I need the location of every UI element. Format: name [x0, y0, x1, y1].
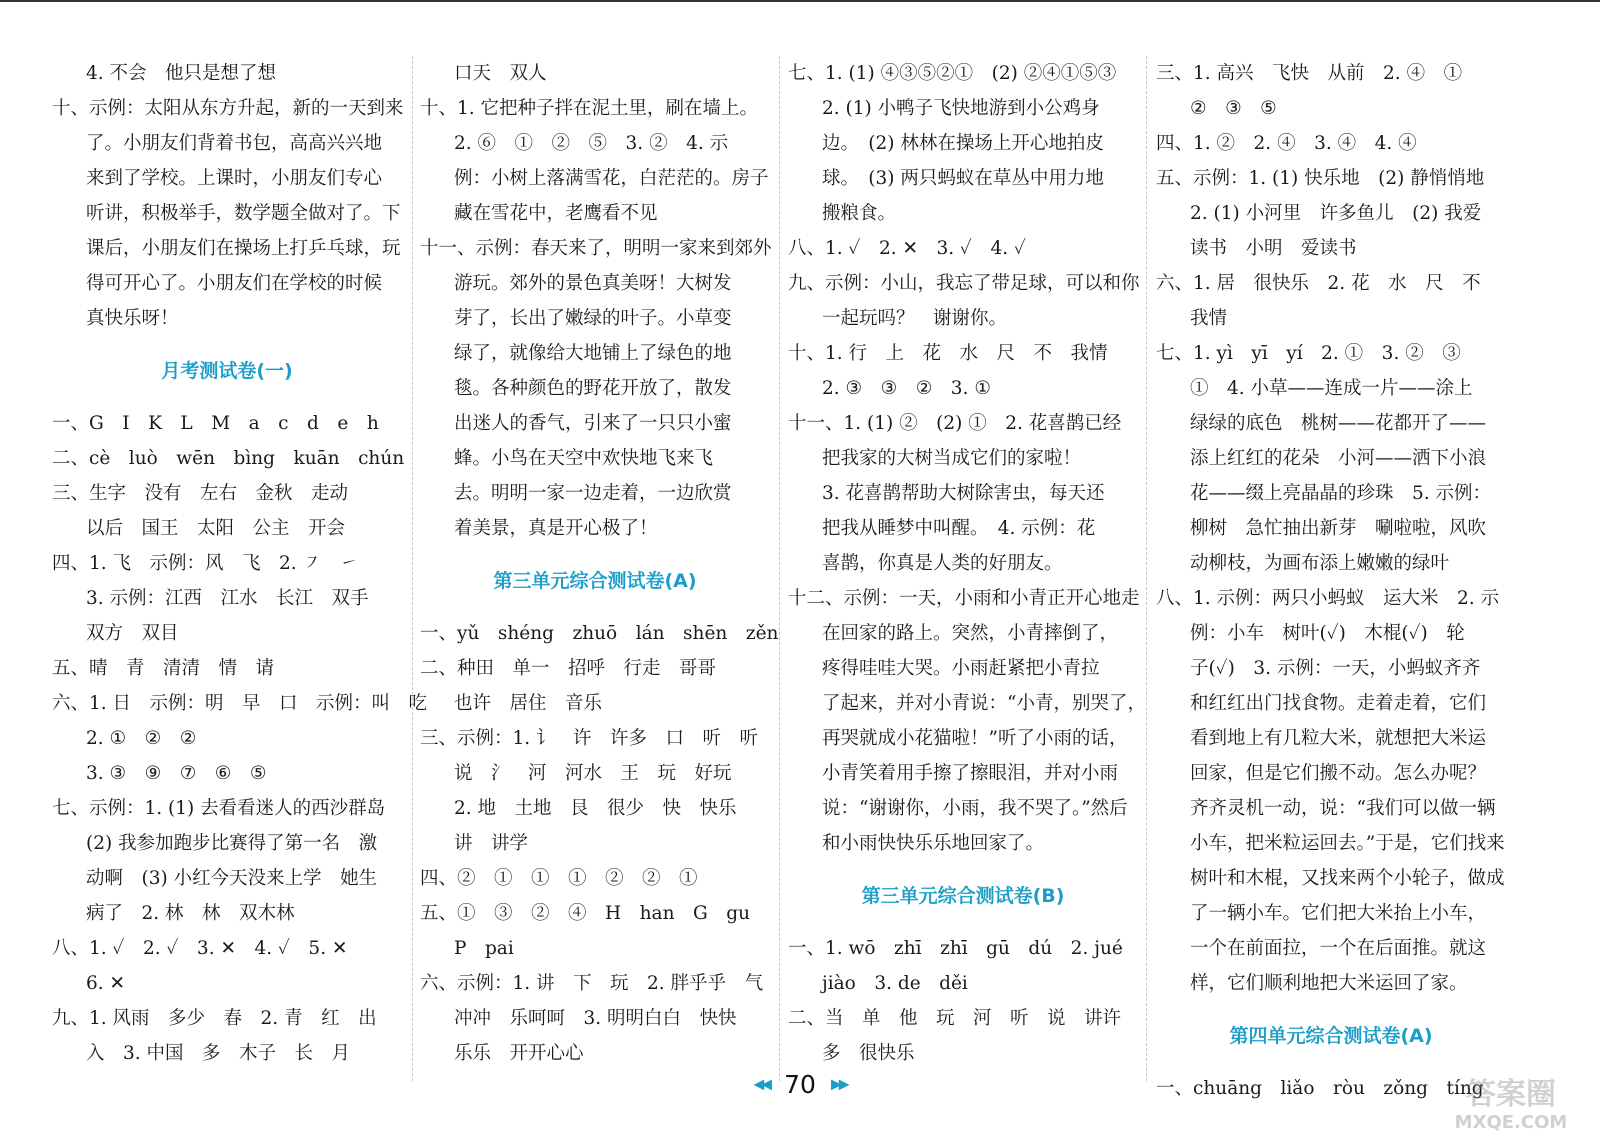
answer-line: 真快乐呀！ — [86, 308, 179, 329]
answer-line: 四、1. ② 2. ④ 3. ④ 4. ④ — [1156, 133, 1417, 154]
answer-line: 一、G I K L M a c d e h — [52, 413, 379, 434]
answer-line: 六、示例：1. 讲 下 玩 2. 胖乎乎 气 — [420, 973, 764, 994]
answer-line: 芽了，长出了嫩绿的叶子。小草变 — [454, 308, 732, 329]
answer-line: 疼得哇哇大哭。小雨赶紧把小青拉 — [822, 658, 1100, 679]
answer-line: 动柳枝，为画布添上嫩嫩的绿叶 — [1190, 553, 1450, 574]
answer-line: 读书 小明 爱读书 — [1190, 238, 1357, 259]
answer-line: 出迷人的香气，引来了一只只小蜜 — [454, 413, 732, 434]
watermark-url: MXQE.COM — [1454, 1112, 1568, 1133]
section-heading: 第三单元综合测试卷(A) — [493, 570, 697, 592]
answer-line: 边。 (2) 林林在操场上开心地拍皮 — [822, 133, 1104, 154]
answer-column-4 — [1156, 56, 1506, 1099]
answer-line: 三、1. 高兴 飞快 从前 2. ④ ① — [1156, 63, 1463, 84]
answer-line: 一起玩吗？ 谢谢你。 — [822, 308, 1008, 329]
answer-line: 四、② ① ① ① ② ② ① — [420, 868, 698, 889]
answer-line: 2. 地 土地 艮 很少 快 快乐 — [454, 798, 737, 819]
answer-line: 2. ⑥ ① ② ⑤ 3. ② 4. 示 — [454, 133, 729, 154]
watermark-logo — [1436, 1078, 1586, 1138]
answer-line: 3. 示例：江西 江水 长江 双手 — [86, 588, 369, 609]
answer-line: 多 很快乐 — [822, 1043, 915, 1064]
answer-line: 样，它们顺利地把大米运回了家。 — [1190, 973, 1468, 994]
answer-line: 说 氵 河 河水 王 玩 好玩 — [454, 763, 732, 784]
watermark-title: 答案圈 — [1466, 1077, 1556, 1112]
answer-line: 藏在雪花中，老鹰看不见 — [454, 203, 658, 224]
answer-line: 在回家的路上。突然，小青摔倒了， — [822, 623, 1119, 644]
answer-line: 再哭就成小花猫啦！”听了小雨的话， — [822, 728, 1128, 749]
answer-line: 添上红红的花朵 小河——洒下小浪 — [1190, 448, 1487, 469]
next-arrows-icon: ▶▶ — [831, 1076, 847, 1093]
answer-line: 和小雨快快乐乐地回家了。 — [822, 833, 1045, 854]
answer-line: 一、1. wō zhī zhī gū dú 2. jué — [788, 938, 1123, 959]
answer-line: 看到地上有几粒大米，就想把大米运 — [1190, 728, 1487, 749]
answer-line: 冲冲 乐呵呵 3. 明明白白 快快 — [454, 1008, 737, 1029]
answer-line: 二、cè luò wēn bìng kuān chún — [52, 448, 405, 469]
answer-line: 十、1. 它把种子拌在泥土里，刷在墙上。 — [420, 98, 759, 119]
answer-line: 说：“谢谢你，小雨，我不哭了。”然后 — [822, 798, 1128, 819]
answer-line: 十、示例：太阳从东方升起，新的一天到来 — [52, 98, 404, 119]
answer-line: 二、当 单 他 玩 河 听 说 讲许 — [788, 1008, 1122, 1029]
answer-line: 五、① ③ ② ④ H han G gu — [420, 903, 751, 924]
answer-line: 五、晴 青 清清 情 请 — [52, 658, 275, 679]
section-heading: 月考测试卷(一) — [161, 360, 293, 382]
answer-line: 球。 (3) 两只蚂蚁在草丛中用力地 — [822, 168, 1104, 189]
answer-line: 花——缀上亮晶晶的珍珠 5. 示例： — [1190, 483, 1492, 504]
answer-line: 3. 花喜鹊帮助大树除害虫，每天还 — [822, 483, 1105, 504]
answer-line: 七、示例：1. (1) 去看看迷人的西沙群岛 — [52, 798, 386, 819]
answer-line: 乐乐 开开心心 — [454, 1043, 584, 1064]
answer-line: 蜂。小鸟在天空中欢快地飞来飞 — [454, 448, 714, 469]
answer-line: 六、1. 居 很快乐 2. 花 水 尺 不 — [1156, 273, 1481, 294]
answer-line: 课后，小朋友们在操场上打乒乓球，玩 — [86, 238, 401, 259]
answer-line: 游玩。郊外的景色真美呀！大树发 — [454, 273, 732, 294]
answer-line: 柳树 急忙抽出新芽 唰啦啦，风吹 — [1190, 518, 1487, 539]
column-divider — [412, 56, 413, 1081]
answer-line: 六、1. 日 示例：明 早 口 示例：叫 吃 — [52, 693, 428, 714]
answer-line: 2. ③ ③ ② 3. ① — [822, 378, 991, 399]
answer-line: 喜鹊，你真是人类的好朋友。 — [822, 553, 1063, 574]
answer-line: 七、1. yì yī yí 2. ① 3. ② ③ — [1156, 343, 1461, 364]
answer-line: 绿绿的底色 桃树——花都开了—— — [1190, 413, 1487, 434]
page-footer — [0, 1070, 1600, 1110]
answer-line: 七、1. (1) ④③⑤②① (2) ②④①⑤③ — [788, 63, 1117, 84]
answer-line: 双方 双目 — [86, 623, 179, 644]
answer-line: 着美景，真是开心极了！ — [454, 518, 658, 539]
answer-line: 八、1. ✓ 2. ✓ 3. ✕ 4. ✓ 5. ✕ — [52, 938, 348, 959]
answer-line: 二、种田 单一 招呼 行走 哥哥 — [420, 658, 717, 679]
answer-line: 3. ③ ⑨ ⑦ ⑥ ⑤ — [86, 763, 267, 784]
column-divider — [779, 56, 780, 1081]
answer-line: 一、chuāng liǎo ròu zǒng tíng — [1156, 1078, 1484, 1099]
answer-line: ② ③ ⑤ — [1190, 98, 1277, 119]
answer-line: 四、1. 飞 示例：风 飞 2. ㇇ ㇀ — [52, 553, 359, 574]
answer-line: 了起来，并对小青说：“小青，别哭了， — [822, 693, 1146, 714]
answer-line: 回家，但是它们搬不动。怎么办呢？ — [1190, 763, 1487, 784]
answer-line: 三、示例：1. 讠 许 许多 口 听 听 — [420, 728, 759, 749]
answer-line: 十一、1. (1) ② (2) ① 2. 花喜鹊已经 — [788, 413, 1122, 434]
answer-line: 十二、示例：一天，小雨和小青正开心地走 — [788, 588, 1140, 609]
answer-line: 齐齐灵机一动，说：“我们可以做一辆 — [1190, 798, 1496, 819]
answer-line: 入 3. 中国 多 木子 长 月 — [86, 1043, 351, 1064]
answer-line: 十一、示例：春天来了，明明一家来到郊外 — [420, 238, 772, 259]
answer-line: 把我家的大树当成它们的家啦！ — [822, 448, 1082, 469]
answer-line: ① 4. 小草——连成一片——涂上 — [1190, 378, 1473, 399]
answer-line: 也许 居住 音乐 — [454, 693, 603, 714]
answer-line: jiào 3. de děi — [822, 973, 968, 994]
answer-line: 九、示例：小山，我忘了带足球，可以和你 — [788, 273, 1140, 294]
answer-column-2 — [420, 56, 779, 1081]
answer-line: (2) 我参加跑步比赛得了第一名 激 — [86, 833, 378, 854]
answer-line: 我情 — [1190, 308, 1228, 329]
answer-line: 口天 双人 — [454, 63, 547, 84]
answer-line: 一个在前面拉，一个在后面推。就这 — [1190, 938, 1487, 959]
answer-line: 八、1. 示例：两只小蚂蚁 运大米 2. 示 — [1156, 588, 1500, 609]
answer-line: 6. ✕ — [86, 973, 126, 994]
answer-line: 了一辆小车。它们把大米抬上小车， — [1190, 903, 1487, 924]
answer-line: 毯。各种颜色的野花开放了，散发 — [454, 378, 732, 399]
answer-line: 讲 讲学 — [454, 833, 529, 854]
answer-line: 例：小车 树叶(✓) 木棍(✓) 轮 — [1190, 623, 1465, 644]
answer-line: 动啊 (3) 小红今天没来上学 她生 — [86, 868, 378, 889]
answer-line: 树叶和木棍，又找来两个小轮子，做成 — [1190, 868, 1505, 889]
answer-line: 三、生字 没有 左右 金秋 走动 — [52, 483, 349, 504]
answer-line: 2. (1) 小河里 许多鱼儿 (2) 我爱 — [1190, 203, 1482, 224]
answer-line: 一、yǔ shéng zhuō lán shēn zěn — [420, 623, 779, 644]
answer-line: 来到了学校。上课时，小朋友们专心 — [86, 168, 383, 189]
answer-line: 十、1. 行 上 花 水 尺 不 我情 — [788, 343, 1108, 364]
answer-line: 去。明明一家一边走着，一边欣赏 — [454, 483, 732, 504]
answer-line: 4. 不会 他只是想了想 — [86, 63, 277, 84]
answer-line: 2. ① ② ② — [86, 728, 197, 749]
answer-line: 绿了，就像给大地铺上了绿色的地 — [454, 343, 732, 364]
answer-line: 听讲，积极举手，数学题全做对了。下 — [86, 203, 401, 224]
answer-line: 病了 2. 林 林 双木林 — [86, 903, 295, 924]
answer-line: 了。小朋友们背着书包，高高兴兴地 — [86, 133, 383, 154]
column-divider — [1146, 56, 1147, 1081]
answer-line: P pai — [454, 938, 514, 959]
answer-line: 小车，把米粒运回去。”于是，它们找来 — [1190, 833, 1505, 854]
answer-line: 和红红出门找食物。走着走着，它们 — [1190, 693, 1487, 714]
answer-line: 例：小树上落满雪花，白茫茫的。房子 — [454, 168, 769, 189]
answer-line: 以后 国王 太阳 公主 开会 — [86, 518, 346, 539]
answer-line: 搬粮食。 — [822, 203, 897, 224]
section-heading: 第四单元综合测试卷(A) — [1229, 1025, 1433, 1047]
answer-line: 小青笑着用手擦了擦眼泪，并对小雨 — [822, 763, 1119, 784]
section-heading: 第三单元综合测试卷(B) — [861, 885, 1065, 907]
page-number: 70 — [784, 1070, 816, 1099]
answer-line: 九、1. 风雨 多少 春 2. 青 红 出 — [52, 1008, 377, 1029]
answer-line: 2. (1) 小鸭子飞快地游到小公鸡身 — [822, 98, 1100, 119]
top-rule — [0, 0, 1600, 2]
answer-column-1 — [52, 56, 428, 1081]
answer-line: 得可开心了。小朋友们在学校的时候 — [86, 273, 383, 294]
answer-line: 五、示例：1. (1) 快乐地 (2) 静悄悄地 — [1156, 168, 1485, 189]
answer-line: 子(✓) 3. 示例：一天，小蚂蚁齐齐 — [1190, 658, 1481, 679]
answer-column-3 — [788, 56, 1146, 1081]
answer-line: 八、1. ✓ 2. ✕ 3. ✓ 4. ✓ — [788, 238, 1026, 259]
answer-line: 把我从睡梦中叫醒。 4. 示例：花 — [822, 518, 1096, 539]
prev-arrows-icon: ◀◀ — [753, 1076, 769, 1093]
